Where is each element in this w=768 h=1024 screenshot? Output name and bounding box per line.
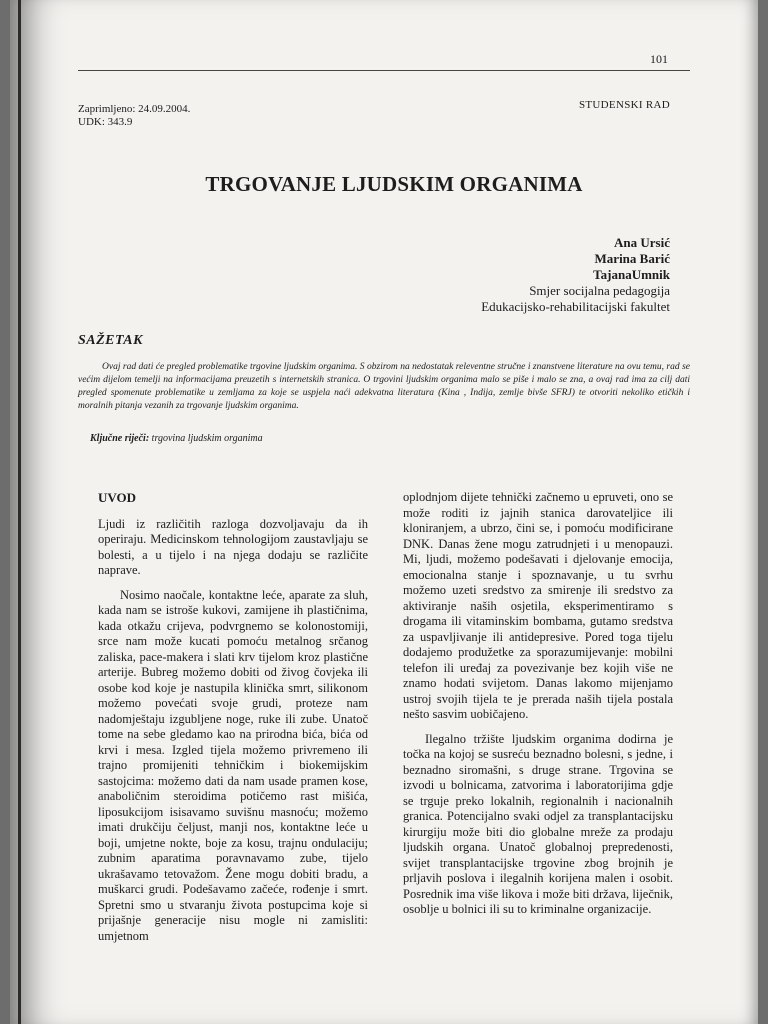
- header-rule: [78, 70, 690, 71]
- received-date: Zaprimljeno: 24.09.2004.: [78, 103, 191, 115]
- author-block: [481, 235, 670, 315]
- affiliation-line: Smjer socijalna pedagogija: [529, 283, 670, 298]
- scanned-page: [10, 0, 758, 1024]
- author-name: Marina Barić: [594, 251, 670, 266]
- article-meta: [78, 103, 190, 129]
- article-type: STUDENSKI RAD: [579, 99, 670, 111]
- keywords-label: Ključne riječi:: [90, 433, 150, 444]
- abstract-text: Ovaj rad dati će pregled problematike trgovine ljudskim organima. S obzirom na nedostatak releventne stručne i znanstvene literature na ovu temu, rad se većim dijelom temelji na informacijama preuzetih s internetskih stranica. O trgovini ljudskim organima malo se piše i malo se zna, a ovaj rad ima za cilj dati pregled spomenute problematike u zemljama za koje se uspjela naći adekvatna literatura (Kina , Indija, zemlje bivše SFRJ) te otvoriti nekoliko etičkih i moralnih pitanja vezanih za trgovanje ljudskim organima.: [78, 362, 690, 411]
- affiliation-line: Edukacijsko-rehabilitacijski fakultet: [481, 299, 670, 314]
- author-name: TajanaUmnik: [593, 267, 670, 282]
- body-paragraph: Ljudi iz različitih razloga dozvoljavaju da ih operiraju. Medicinskom tehnologijom zaustavljaju se bolesti, a u tijelo i na njega dodaju se različite naprave.: [98, 516, 368, 577]
- body-paragraph: Nosimo naočale, kontaktne leće, aparate za sluh, kada nam se istroše kukovi, zamijene ih plastičnima, kada otkažu crijeva, podvrgnemo se kolonostomiji, srce nam može kucati pomoću metalnog srčanog zaliska, pace-makera i slati krv tijelom kroz plastične arterije. Bubreg možemo dobiti od živog čovjeka ili osobe kod koje je nastupila klinička smrt, silikonom možemo povećati svoje grudi, proteze nam nadomještaju izgubljene noge, ruke ili zube. Unatoč tome na sebe gledamo kao na prirodna bića, bića od krvi i mesa. Izgled tijela možemo privremeno ili trajno promijeniti tehničkim i biokemijskim sastojcima: možemo dati da nam usade pramen kose, anaboličnim steroidima potičemo rast mišića, liposukcijom isisavamo suvišnu masnoću; možemo imati drukčiju čeljust, manji nos, kontaktne leće u boji, umjetne nokte, boje za kosu, trajnu ondulaciju; zubnim aparatima poravnavamo zube, tijelo ukrašavamo tetovažom. Žene mogu dobiti bradu, a muškarci grudi. Podešavamo začeće, rođenje i smrt. Spretni smo u stvaranju života postupcima koje si prijašnje generacije nisu mogle ni zamisliti: umjetnom: [98, 587, 368, 943]
- section-heading: UVOD: [98, 490, 137, 505]
- page-number: 101: [650, 52, 668, 66]
- body-paragraph: Ilegalno tržište ljudskim organima dodirna je točka na kojoj se susreću beznadno bolesni, s jedne, i beznadno siromašni, s druge strane. Trgovina se izvodi u bolnicama, zatvorima i laboratorijima gdje se trguje preko lokalnih, regionalnih i nacionalnih granica. Potencijalno svaki odjel za transplantacijsku kirurgiju može biti dio globalne mreže za prodaju ljudskih organa. Unatoč globalnoj prepredenosti, svijet transplantacijske trgovine zbog brojnih je prljavih poslova i ilegalnih korijena malen i osobit. Posrednik ima više likova i može biti država, liječnik, osoblje u bolnici ili su to kriminalne organizacije.: [403, 731, 673, 916]
- body-paragraph: oplodnjom dijete tehnički začnemo u epruveti, ono se može roditi iz jajnih stanica darovateljice ili kloniranjem, a ubrzo, čini se, i pomoću modificirane DNK. Danas žene mogu zatrudnjeti i u menopauzi. Mi, ljudi, možemo podešavati i djelovanje emocija, emocionalna stanje i spoznavanje, u tu svrhu možemo uzeti sredstvo za smirenje ili sredstvo za aktiviranje naših osjetila, eksperimentiramo s drogama ili vitaminskim bombama, gutamo sredstva za uspavljivanje ili antidepresive. Pored toga tijelu dodajemo produžetke za sporazumijevanje: mobilni telefon ili uređaj za povezivanje bez kojih više ne znamo hodati svijetom. Danas lakomo mijenjamo ustroj svojih tijela te je prerada naših tijela postala nešto sasvim uobičajeno.: [403, 490, 673, 721]
- udk-code: UDK: 343.9: [78, 116, 133, 128]
- article-title: TRGOVANJE LJUDSKIM ORGANIMA: [205, 172, 583, 196]
- scan-edge-line: [18, 0, 21, 1024]
- text-column-right: [403, 490, 673, 927]
- abstract-heading: SAŽETAK: [78, 333, 143, 348]
- author-name: Ana Ursić: [614, 235, 670, 250]
- keywords-line: [90, 433, 263, 444]
- text-column-left: [98, 490, 368, 953]
- keywords-value: trgovina ljudskim organima: [151, 433, 263, 444]
